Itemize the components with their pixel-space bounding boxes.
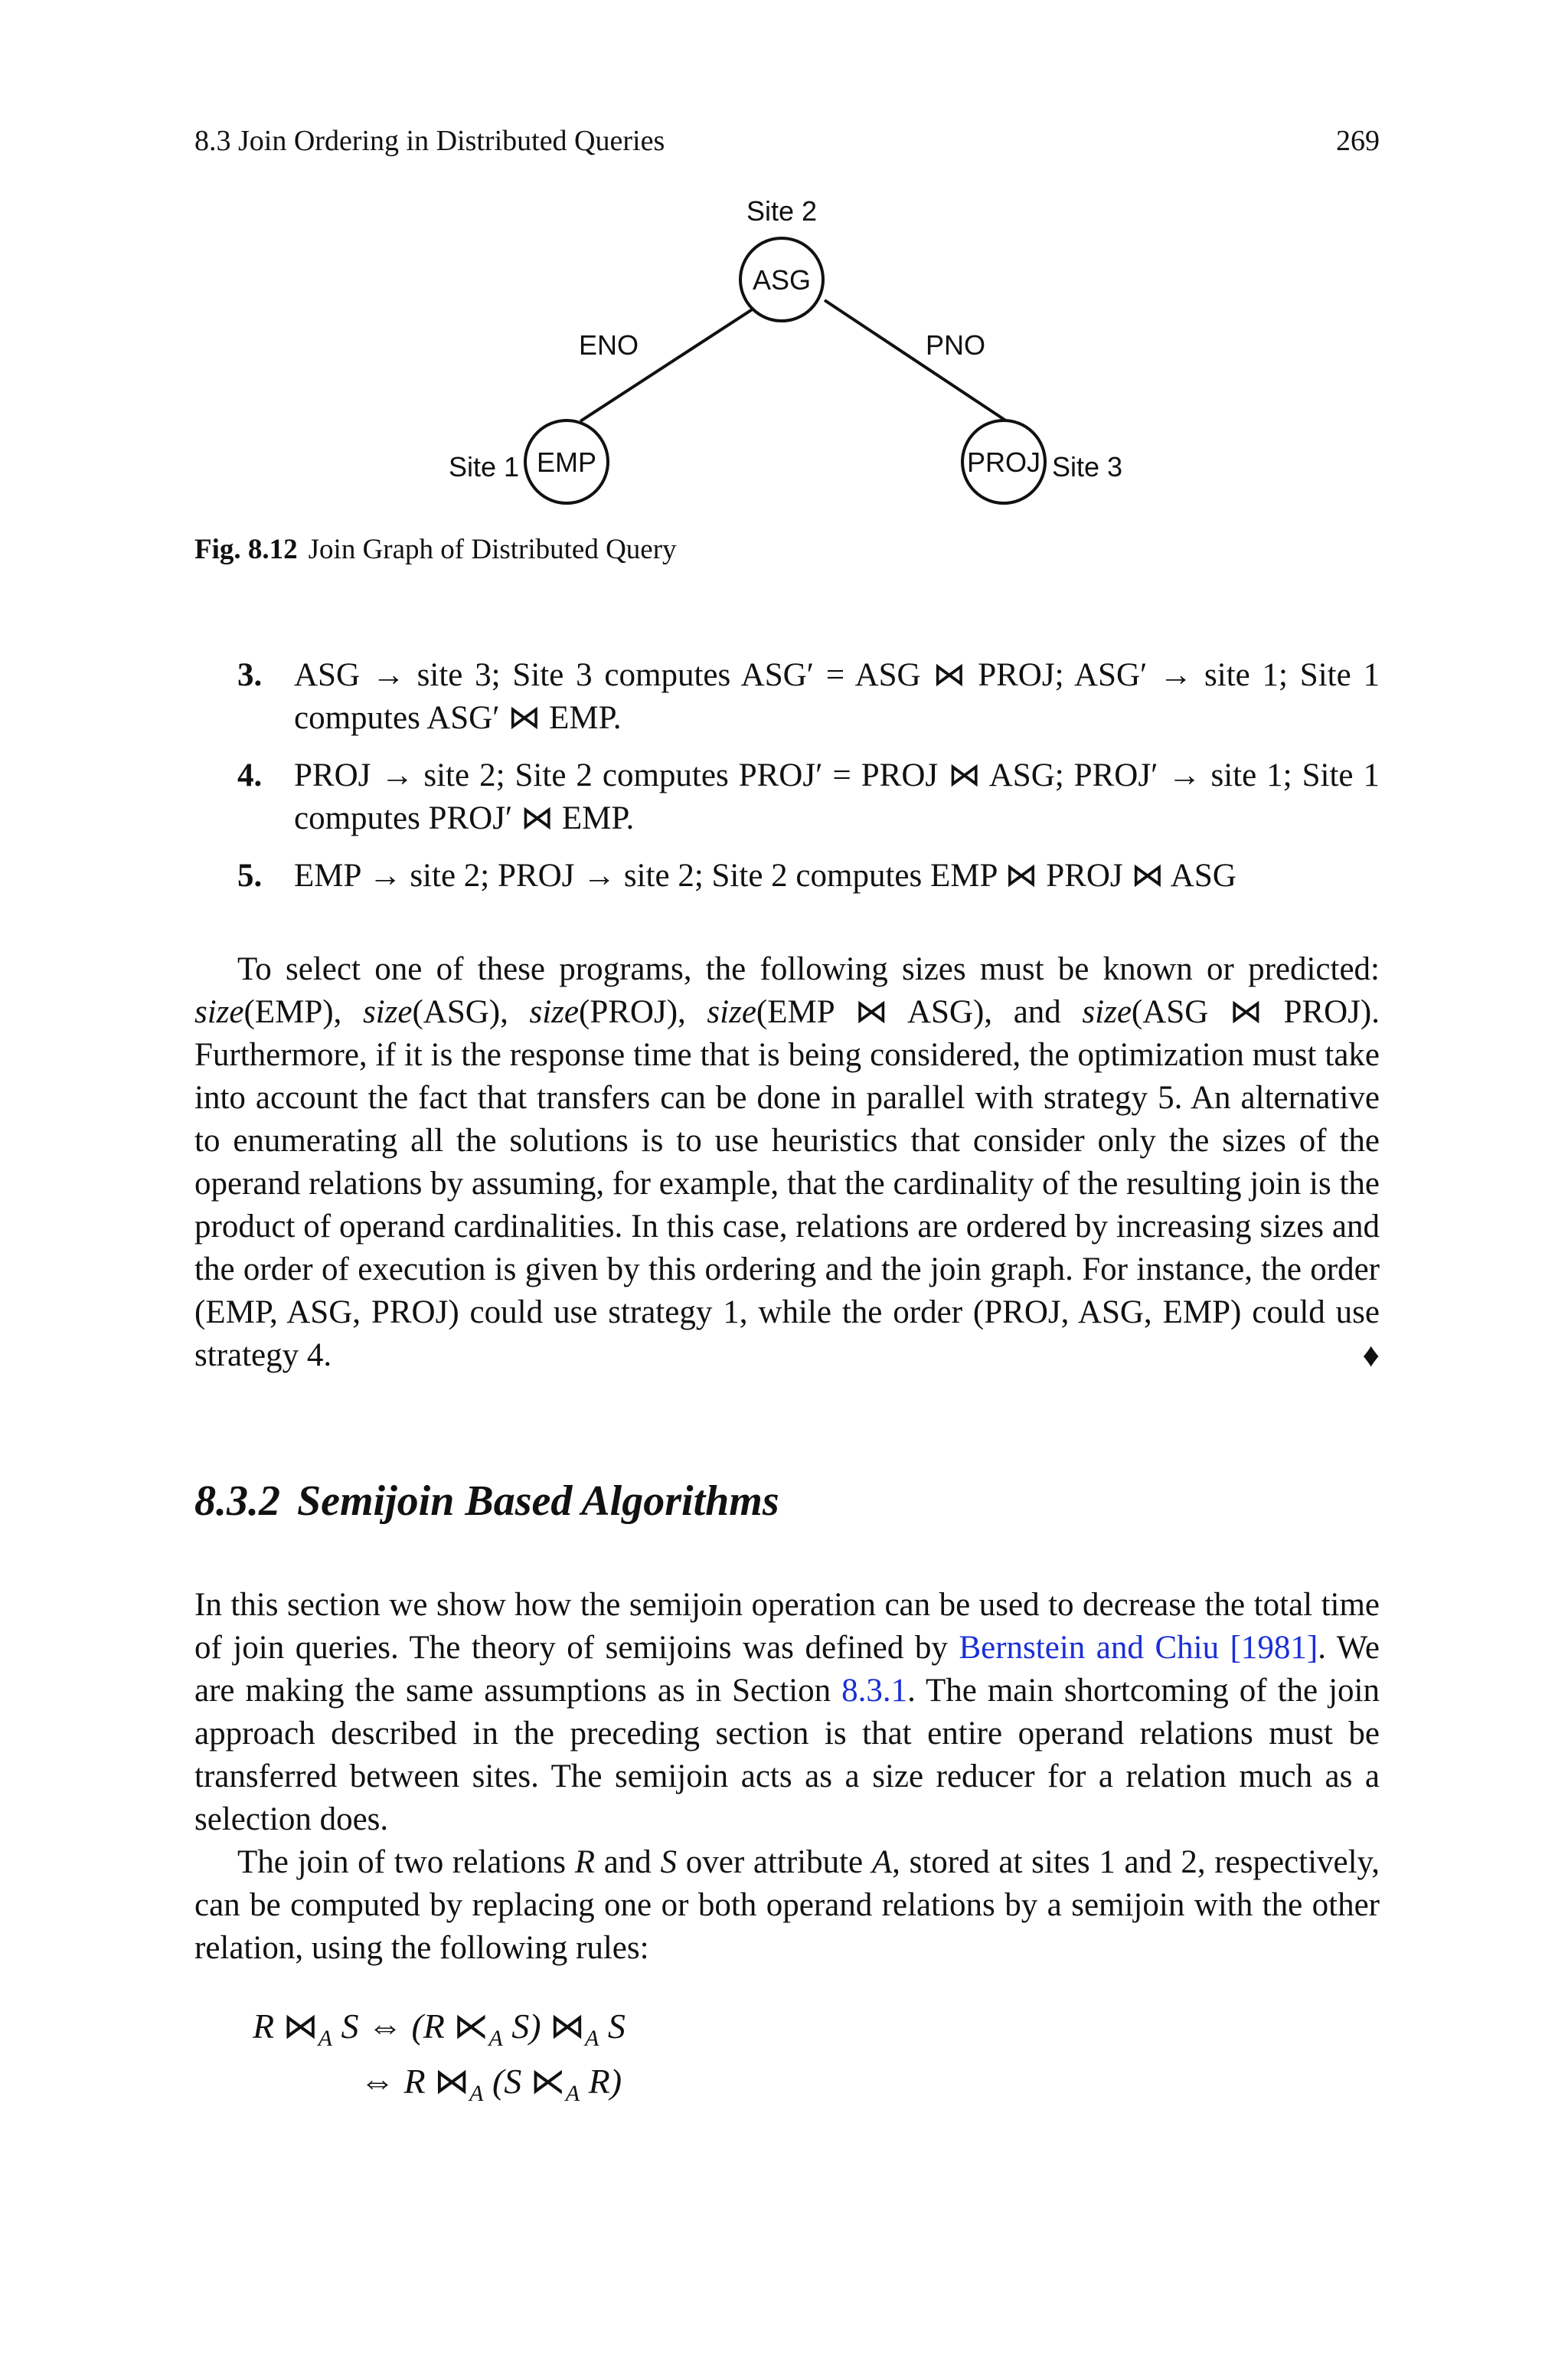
paragraph-semijoin-rules — [194, 1841, 1380, 1970]
paragraph-text: In this section we show how the semijoin operation can be used to decrease the total time of join queries. The theory of semijoins was defined by — [194, 1587, 1380, 1666]
size-term: size — [529, 994, 579, 1030]
section-link[interactable]: 8.3.1 — [841, 1673, 908, 1709]
semijoin-symbol: ⋉ — [530, 2062, 566, 2101]
paragraph-text: and — [595, 1844, 661, 1880]
paragraph-text: The join of two relations — [237, 1844, 575, 1880]
equivalence-symbol: ⇔ — [360, 2062, 395, 2101]
node-proj-label: PROJ — [966, 446, 1041, 478]
formula-line-1 — [253, 2005, 626, 2052]
list-item-text: PROJ → site 2; Site 2 computes PROJ′ = PROJ ⋈ ASG; PROJ′ → site 1; Site 1 computes PROJ′ ⋈ EMP. — [294, 757, 1380, 836]
join-symbol: ⋈ — [434, 2062, 470, 2101]
size-term: size — [1082, 994, 1132, 1030]
node-emp-label: EMP — [536, 446, 597, 478]
paragraph-text: , stored at sites 1 and 2, respectively, can be computed by replacing one or both operand relations by a semijoin with the other relation, using the following rules: — [194, 1844, 1380, 1966]
edge-pno-label: PNO — [925, 329, 986, 361]
paragraph-text: (ASG ⋈ PROJ). Furthermore, if it is the response time that is being considered, the optimization must take into account the fact that transfers can be done in parallel with strategy 5. An alternative to enumerating all the solutions is to use heuristics that consider only the sizes of the operand relations by assuming, for example, that the cardinality of the resulting join is the product of operand cardinalities. In this case, relations are ordered by increasing sizes and the order of execution is given by this ordering and the join graph. For instance, the order (EMP, ASG, PROJ) could use strategy 1, while the order (PROJ, ASG, EMP) could use strategy 4. — [194, 994, 1380, 1373]
formula-subscript: A — [469, 2081, 484, 2107]
list-item — [237, 855, 1380, 898]
node-asg-label: ASG — [752, 264, 812, 296]
list-item-number: 4. — [237, 757, 263, 793]
figure-caption-text: Join Graph of Distributed Query — [308, 534, 677, 565]
paragraph-text: . The main shortcoming of the join approach described in the preceding section is that entire operand relations must be transferred between sites. The semijoin acts as a size reducer for a relation much as a selection does. — [194, 1673, 1380, 1837]
formula-term: (R — [411, 2007, 445, 2046]
formula-term: S — [607, 2007, 626, 2046]
join-symbol: ⋈ — [283, 2007, 318, 2046]
edge-eno — [580, 300, 766, 421]
list-item — [237, 754, 1380, 840]
figure-caption — [194, 533, 677, 566]
formula-term: S) — [511, 2007, 541, 2046]
formula-term: (S — [492, 2062, 522, 2101]
attribute-a: A — [871, 1844, 893, 1880]
formula-term: R) — [588, 2062, 622, 2101]
paragraph-semijoin-intro — [194, 1584, 1380, 1841]
paragraph-text: (PROJ), — [579, 994, 707, 1030]
equivalence-symbol: ⇔ — [367, 2007, 403, 2046]
site-2-label: Site 2 — [746, 195, 818, 227]
strategy-list — [237, 654, 1380, 912]
edge-eno-label: ENO — [578, 329, 639, 361]
semijoin-symbol: ⋉ — [453, 2007, 489, 2046]
site-1-label: Site 1 — [448, 451, 519, 482]
section-title-text: Semijoin Based Algorithms — [297, 1477, 779, 1525]
formula-subscript: A — [565, 2081, 580, 2107]
size-term: size — [362, 994, 413, 1030]
join-graph-diagram — [413, 184, 1179, 521]
formula-term: S — [341, 2007, 359, 2046]
site-3-label: Site 3 — [1052, 451, 1123, 482]
citation-link[interactable]: Bernstein and Chiu [1981] — [959, 1630, 1318, 1666]
formula-subscript: A — [585, 2026, 599, 2052]
paragraph-size-estimation — [194, 948, 1380, 1377]
list-item-text: ASG → site 3; Site 3 computes ASG′ = ASG ⋈ PROJ; ASG′ → site 1; Site 1 computes ASG′ ⋈ EMP. — [294, 657, 1380, 736]
section-heading — [194, 1477, 779, 1526]
formula-line-2 — [360, 2060, 622, 2107]
join-graph-figure — [413, 184, 1179, 521]
list-item-number: 3. — [237, 657, 263, 693]
relation-r: R — [574, 1844, 595, 1880]
section-number: 8.3.2 — [194, 1477, 280, 1525]
size-term: size — [194, 994, 244, 1030]
size-term: size — [707, 994, 756, 1030]
relation-s: S — [660, 1844, 678, 1880]
formula-term: R — [403, 2062, 426, 2101]
join-symbol: ⋈ — [550, 2007, 586, 2046]
running-head-section: 8.3 Join Ordering in Distributed Queries — [194, 125, 665, 157]
formula-term: R — [253, 2007, 275, 2046]
page-number: 269 — [1336, 125, 1380, 157]
paragraph-text: . We are making the same assumptions as in Section — [194, 1630, 1380, 1709]
list-item-number: 5. — [237, 858, 263, 894]
edge-pno — [825, 300, 1007, 421]
end-of-example-mark: ♦ — [1362, 1336, 1380, 1374]
list-item — [237, 654, 1380, 740]
paragraph-text: (ASG), — [412, 994, 530, 1030]
list-item-text: EMP → site 2; PROJ → site 2; Site 2 computes EMP ⋈ PROJ ⋈ ASG — [294, 858, 1236, 894]
paragraph-text: (EMP), — [243, 994, 363, 1030]
paragraph-text: To select one of these programs, the following sizes must be known or predicted: — [237, 951, 1380, 987]
paragraph-text: (EMP ⋈ ASG), and — [756, 994, 1083, 1030]
formula-subscript: A — [318, 2026, 332, 2052]
paragraph-text: over attribute — [677, 1844, 872, 1880]
formula-subscript: A — [488, 2026, 503, 2052]
running-head — [194, 124, 1380, 162]
figure-caption-number: Fig. 8.12 — [194, 534, 298, 565]
